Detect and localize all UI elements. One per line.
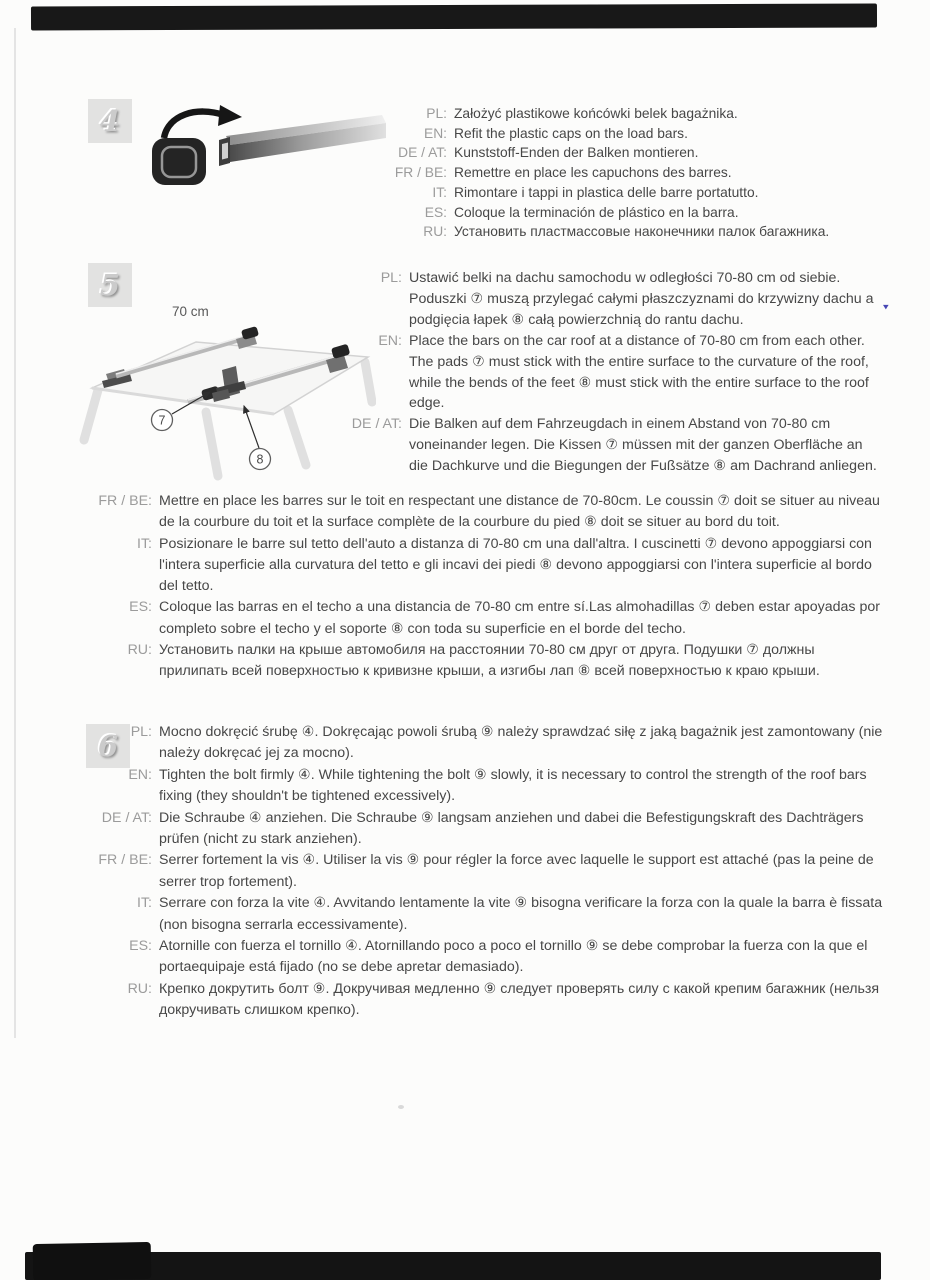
language-label: RU: <box>423 224 447 240</box>
instruction-text: Ustawić belki na dachu samochodu w odległości 70-80 cm od siebie. Poduszki ⑦ muszą przylegać całymi płaszczyznami do krzywizny dachu a podgięcia łapek ⑧ całą powierzchnią do rantu dachu. <box>409 270 874 328</box>
plastic-cap-illustration <box>140 102 390 197</box>
instruction-text: Kunststoff-Enden der Balken montieren. <box>454 145 699 161</box>
language-label: RU: <box>127 642 152 659</box>
svg-text:8: 8 <box>256 452 264 467</box>
instruction-text: Coloque la terminación de plástico en la barra. <box>454 204 739 220</box>
language-label: IT: <box>432 184 447 200</box>
language-label: PL: <box>380 270 402 286</box>
language-label: ES: <box>129 938 152 955</box>
scan-edge-left <box>14 28 16 1038</box>
step6-row-ru <box>84 979 888 1022</box>
step-4-instructions <box>383 104 860 242</box>
instruction-text: Die Balken auf dem Fahrzeugdach in einem Abstand von 70-80 cm voneinander legen. Die Kissen ⑦ müssen mit der ganzen Oberfläche an die Dachkurve und die Biegungen der Fußsätze ⑧ am Dachrand anliegen. <box>409 416 877 475</box>
language-label: PL: <box>426 106 447 121</box>
instruction-text: Serrer fortement la vis ④. Utiliser la vis ⑨ pour régler la force avec laquelle le support est attaché (pas la peine de serrer trop fortement). <box>159 852 874 890</box>
language-label: ES: <box>424 204 447 220</box>
instruction-text: Установить пластмассовые наконечники палок багажника. <box>454 224 830 240</box>
step6-row-fr <box>84 850 888 893</box>
instruction-text: Serrare con forza la vite ④. Avvitando lentamente la vite ⑨ bisogna verificare la forza con la quale la barra è fissata (non bisogna serrarla eccessivamente). <box>159 895 883 933</box>
distance-label: 70 cm <box>172 304 209 319</box>
step-5-instructions-full-width <box>84 491 884 683</box>
step-6-badge: 6 <box>86 724 130 768</box>
step4-row-es <box>383 203 860 223</box>
step-6-instructions <box>84 722 888 1022</box>
step5-row-fr <box>84 491 884 534</box>
step5-row-de <box>342 414 882 477</box>
step4-row-it <box>383 183 860 203</box>
step5-row-en <box>342 331 882 415</box>
callout-8 <box>244 406 271 470</box>
scan-noise-dot <box>398 1105 404 1109</box>
instruction-text: Place the bars on the car roof at a distance of 70-80 cm from each other. The pads ⑦ must stick with the entire surface to the curvature of the roof, while the bends of the feet ⑧ must stick with the entire surface to the roof edge. <box>409 332 869 412</box>
instruction-text: Крепко докрутить болт ⑨. Докручивая медленно ⑨ следует проверять силу с какой крепим багажник (нельзя докручивать слишком крепко). <box>159 980 880 1019</box>
instruction-text: Mettre en place les barres sur le toit en respectant une distance de 70-80cm. Le coussin ⑦ doit se situer au niveau de la courbure du toit et la surface complète de la courbure du pied ⑧ doit se situer au bord du toit. <box>159 493 880 531</box>
step6-row-es <box>84 936 888 979</box>
instruction-text: Remettre en place les capuchons des barres. <box>454 165 732 181</box>
language-label: EN: <box>424 125 447 141</box>
plastic-cap-icon <box>152 138 206 185</box>
svg-text:7: 7 <box>158 413 166 428</box>
scan-blot <box>33 1242 152 1280</box>
step6-row-de <box>84 808 888 851</box>
step4-row-ru <box>383 222 860 242</box>
language-label: DE / AT: <box>398 145 447 161</box>
language-label: DE / AT: <box>351 416 402 433</box>
step-5-badge: 5 <box>88 263 132 307</box>
language-label: ES: <box>129 599 152 616</box>
step5-row-it <box>84 534 884 598</box>
step4-row-en <box>383 124 860 144</box>
step-5-instructions-beside-diagram <box>342 268 882 477</box>
instruction-text: Mocno dokręcić śrubę ④. Dokręcając powoli śrubą ⑨ należy sprawdzać siłę z jaką bagażnik jest zamontowany (nie należy dokręcać jej za mocno). <box>159 724 883 762</box>
step4-row-pl <box>383 104 860 124</box>
language-label: DE / AT: <box>101 809 152 826</box>
step5-row-ru <box>84 640 884 683</box>
step4-row-fr <box>383 163 860 183</box>
language-label: FR / BE: <box>98 493 152 509</box>
instruction-text: Coloque las barras en el techo a una distancia de 70-80 cm entre sí.Las almohadillas ⑦ deben estar apoyadas por completo sobre el techo y el soporte ⑧ con toda su superficie en el borde del techo. <box>159 599 880 637</box>
language-label: PL: <box>130 724 152 740</box>
step6-row-pl <box>84 722 888 765</box>
instruction-text: Refit the plastic caps on the load bars. <box>454 125 688 141</box>
scan-edge-top <box>31 4 877 31</box>
instruction-text: Установить палки на крыше автомобиля на расстоянии 70-80 см друг от друга. Подушки ⑦ должны прилипать всей поверхностью к кривизне крыши, а изгибы лап ⑧ всей поверхностью к краю крыши. <box>159 642 820 680</box>
step6-row-it <box>84 893 888 936</box>
step4-row-de <box>383 143 860 163</box>
step5-row-pl <box>342 268 882 331</box>
curved-arrow-icon <box>164 105 242 138</box>
language-label: FR / BE: <box>98 852 152 869</box>
language-label: RU: <box>127 980 152 997</box>
language-label: IT: <box>137 895 152 912</box>
car-roof-diagram <box>76 290 376 488</box>
step5-row-es <box>84 597 884 640</box>
language-label: FR / BE: <box>394 165 447 181</box>
language-label: IT: <box>137 535 152 552</box>
language-label: EN: <box>128 766 152 783</box>
instruction-text: Rimontare i tappi in plastica delle barre portatutto. <box>454 184 759 200</box>
step6-row-en <box>84 765 888 808</box>
instruction-text: Tighten the bolt firmly ④. While tightening the bolt ⑨ slowly, it is necessary to control the strength of the roof bars fixing (they shouldn't be tightened excessively). <box>159 766 867 805</box>
instruction-text: Założyć plastikowe końcówki belek bagażnika. <box>454 106 738 121</box>
pen-mark: ▾ <box>883 302 889 312</box>
scan-edge-bottom <box>25 1252 881 1280</box>
load-bar-icon <box>219 115 386 166</box>
instruction-text: Posizionare le barre sul tetto dell'auto a distanza di 70-80 cm una dall'altra. I cuscinetti ⑦ devono appoggiarsi con l'intera superficie alla curvatura del tetto e gli incavi dei piedi ⑧ devono appoggiarsi con l'intera superficie al bordo del tetto. <box>159 535 872 595</box>
instruction-text: Atornille con fuerza el tornillo ④. Atornillando poco a poco el tornillo ⑨ se debe comprobar la fuerza con la que el portaequipaje está fijado (no se debe apretar demasiado). <box>159 938 868 976</box>
instruction-text: Die Schraube ④ anziehen. Die Schraube ⑨ langsam anziehen und dabei die Befestigungskraft des Dachträgers prüfen (nicht zu stark anziehen). <box>159 809 864 848</box>
language-label: EN: <box>378 332 402 349</box>
step-4-badge: 4 <box>88 99 132 143</box>
